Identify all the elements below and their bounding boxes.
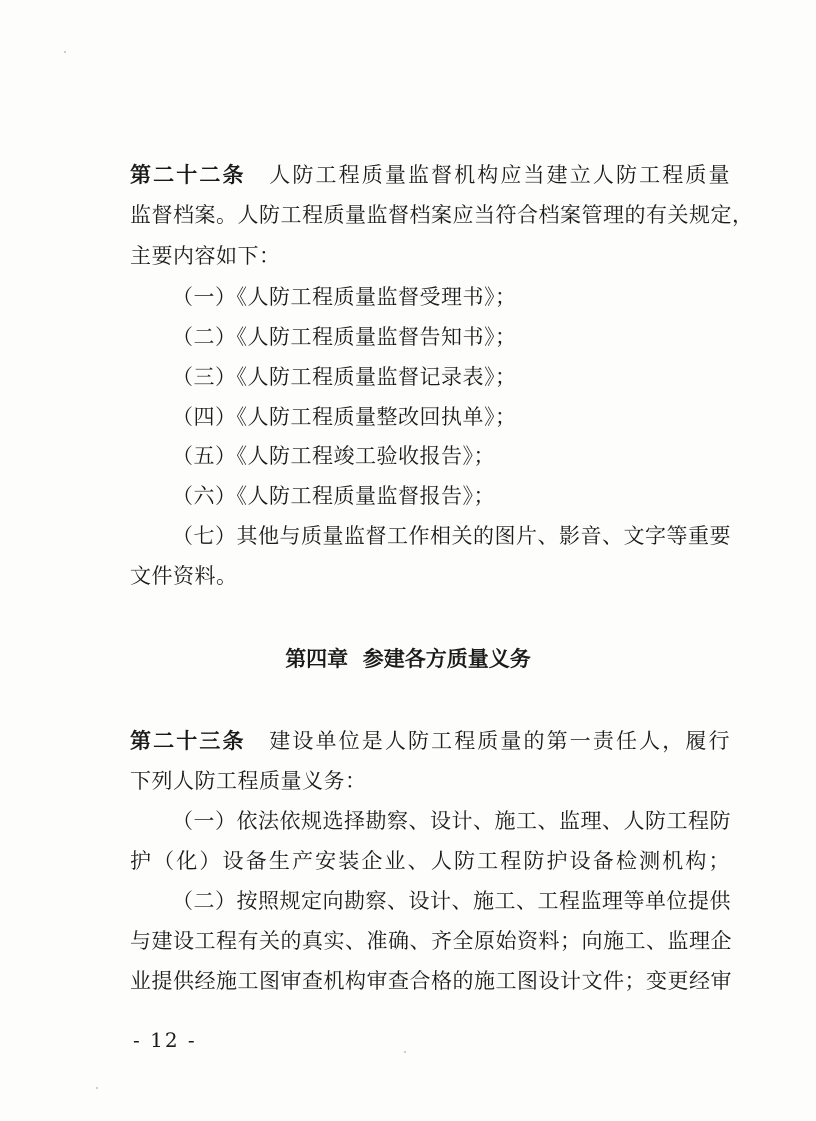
article-23-item-1-line-2: 护（化）设备生产安装企业、人防工程防护设备检测机构； xyxy=(130,849,730,873)
article-22-item-4: （四）《人防工程质量整改回执单》； xyxy=(172,405,517,429)
article-23-item-1-line-1: （一）依法依规选择勘察、设计、施工、监理、人防工程防 xyxy=(172,809,731,833)
article-22-item-5: （五）《人防工程竣工验收报告》； xyxy=(172,444,495,468)
article-23-line-2: 下列人防工程质量义务： xyxy=(130,769,367,793)
article-22-item-1: （一）《人防工程质量监督受理书》； xyxy=(172,285,517,309)
article-23-line-1 xyxy=(130,729,730,753)
article-22-line-2: 监督档案。人防工程质量监督档案应当符合档案管理的有关规定， xyxy=(130,203,754,227)
article-22-intro: 人防工程质量监督机构应当建立人防工程质量 xyxy=(267,163,731,187)
article-22-item-7-line-1: （七）其他与质量监督工作相关的图片、影音、文字等重要 xyxy=(172,524,731,548)
scan-speck xyxy=(96,1087,98,1089)
article-22-item-2: （二）《人防工程质量监督告知书》； xyxy=(172,325,517,349)
article-22-line-3: 主要内容如下： xyxy=(130,244,281,268)
article-23-item-2-line-2: 与建设工程有关的真实、准确、齐全原始资料；向施工、监理企 xyxy=(130,929,732,953)
article-22-line-1 xyxy=(130,163,730,187)
chapter-4-heading: 第四章 参建各方质量义务 xyxy=(285,647,531,671)
scan-speck xyxy=(404,1051,406,1053)
article-23-title: 第二十三条 xyxy=(130,729,246,753)
article-22-item-3: （三）《人防工程质量监督记录表》； xyxy=(172,365,517,389)
article-22-item-7-line-2: 文件资料。 xyxy=(130,564,238,588)
article-23-item-2-line-3: 业提供经施工图审查机构审查合格的施工图设计文件；变更经审 xyxy=(130,969,732,993)
scan-speck xyxy=(64,51,66,53)
page-number: - 12 - xyxy=(133,1028,197,1052)
article-22-item-6: （六）《人防工程质量监督报告》； xyxy=(172,484,495,508)
article-22-title: 第二十二条 xyxy=(130,163,246,187)
article-23-item-2-line-1: （二）按照规定向勘察、设计、施工、工程监理等单位提供 xyxy=(172,889,731,913)
article-23-intro: 建设单位是人防工程质量的第一责任人，履行 xyxy=(267,729,731,753)
